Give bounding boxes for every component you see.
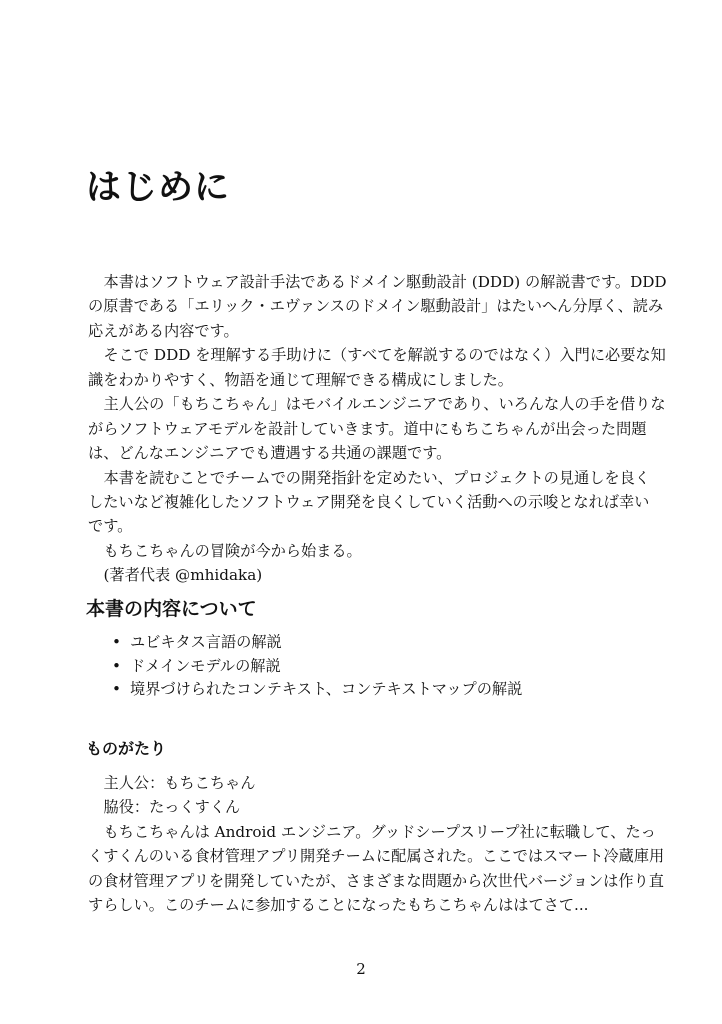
page-number: 2 [356,960,366,978]
text-line: がらソフトウェアモデルを設計していきます。道中にもちこちゃんが出会った問題 [88,419,647,438]
bullet-icon: • [112,633,121,651]
intro-text [88,270,667,588]
list-item [112,678,522,702]
text-line: そこで DDD を理解する手助けに（すべてを解説するのではなく）入門に必要な知 [103,346,666,365]
text-line: (著者代表 @mhidaka) [103,566,263,585]
list-item-text: ドメインモデルの解説 [130,656,281,675]
text-line: の原書である「エリック・エヴァンスのドメイン駆動設計」はたいへん分厚く、読み [88,297,664,316]
text-line: 主人公：もちこちゃん [103,774,256,792]
list-item-text: 境界づけられたコンテキスト、コンテキストマップの解説 [130,680,523,699]
text-line: くすくんのいる食材管理アプリ開発チームに配属された。ここではスマート冷蔵庫用 [88,847,665,866]
list-item [112,655,522,679]
text-line: すらしい。このチームに参加することになったもちこちゃんははてさて... [88,896,589,915]
bullet-icon: • [112,680,121,699]
contents-heading: 本書の内容について [86,598,257,620]
story-heading: ものがたり [86,739,167,758]
page-title: はじめに [86,168,231,208]
story-text [88,771,665,918]
text-line: したいなど複雑化したソフトウェア開発を良くしていく活動への示唆となれば幸い [88,492,650,511]
list-item [112,631,522,655]
text-line: 本書はソフトウェア設計手法であるドメイン駆動設計 (DDD) の解説書です。DDD [103,273,667,291]
text-line: です。 [88,517,133,536]
text-line: は、どんなエンジニアでも遭遇する共通の課題です。 [88,444,452,463]
list-item-text: ユビキタス言語の解説 [130,633,282,651]
text-line: 脇役：たっくすくん [103,798,241,817]
text-line: 主人公の「もちこちゃん」はモバイルエンジニアであり、いろんな人の手を借りな [103,395,666,414]
text-line: もちこちゃんの冒険が今から始まる。 [103,541,362,560]
text-line: もちこちゃんは Android エンジニア。グッドシープスリープ社に転職して、たっ [103,822,656,841]
text-line: 応えがある内容です。 [88,321,239,340]
text-line: 識をわかりやすく、物語を通じて理解できる構成にしました。 [88,370,513,389]
contents-list [112,631,522,702]
text-line: の食材管理アプリを開発していたが、さまざまな問題から次世代バージョンは作り直 [88,871,664,890]
bullet-icon: • [112,656,121,675]
text-line: 本書を読むことでチームでの開発指針を定めたい、プロジェクトの見通しを良く [103,468,650,487]
